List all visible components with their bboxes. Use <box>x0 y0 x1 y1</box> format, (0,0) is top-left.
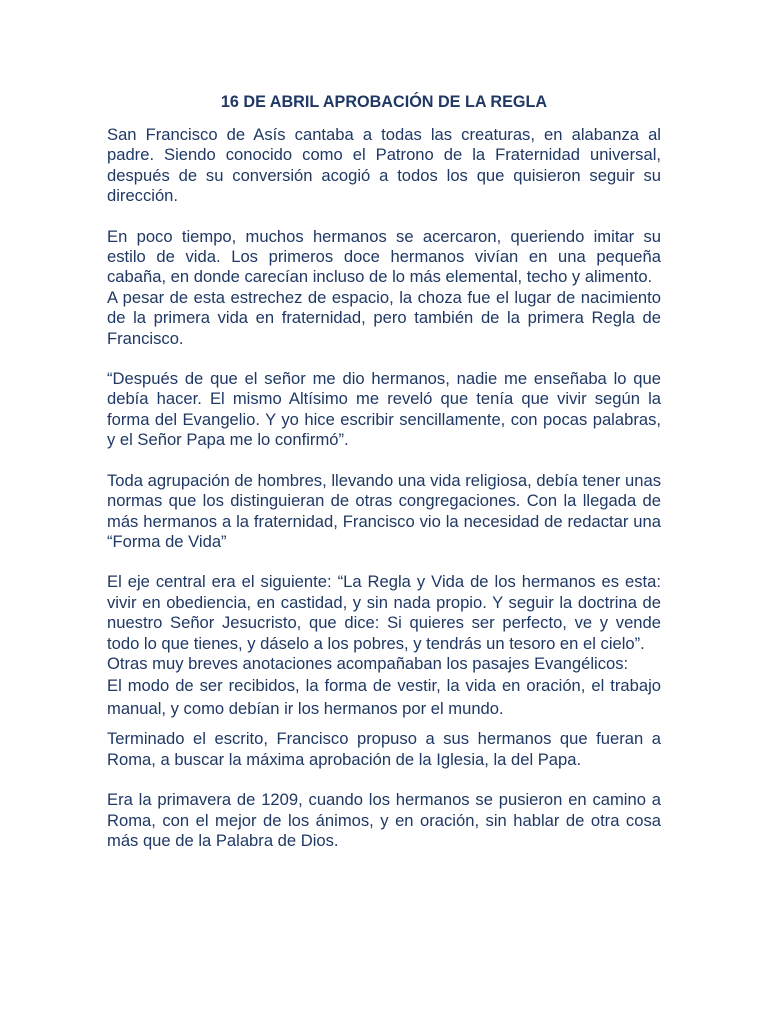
paragraph-hut: A pesar de esta estrechez de espacio, la choza fue el lugar de nacimiento de la primera vida en fraternidad, pero también de la primera Regla de Francisco. <box>107 287 661 348</box>
paragraph-annotations: Otras muy breves anotaciones acompañaban los pasajes Evangélicos: <box>107 653 629 673</box>
paragraph-spacer <box>107 770 661 790</box>
paragraph-spacer <box>107 552 661 572</box>
paragraph-spacer <box>107 720 661 729</box>
paragraph-intro: San Francisco de Asís cantaba a todas las creaturas, en alabanza al padre. Siendo conocido como el Patrono de la Fraternidad universal, después de su conversión acogió a todos los que quisieron seguir su dirección. <box>107 125 661 206</box>
document-body <box>107 92 661 851</box>
paragraph-spacer <box>107 349 661 369</box>
paragraph-spacer <box>107 451 661 471</box>
paragraph-central-axis: El eje central era el siguiente: “La Regla y Vida de los hermanos es esta: vivir en obediencia, en castidad, y sin nada propio. Y seguir la doctrina de nuestro Señor Jesucristo, que dice: Si quieres ser perfecto, ve y vende todo lo que tienes, y dáselo a los pobres, y tendrás un tesoro en el cielo”. <box>107 572 661 653</box>
paragraph-customs: El modo de ser recibidos, la forma de vestir, la vida en oración, el trabajo manual, y como debían ir los hermanos por el mundo. <box>107 676 661 719</box>
document-title: 16 DE ABRIL APROBACIÓN DE LA REGLA <box>220 93 548 111</box>
paragraph-first-brothers: En poco tiempo, muchos hermanos se acercaron, queriendo imitar su estilo de vida. Los primeros doce hermanos vivían en una pequeña cabaña, en donde carecían incluso de lo más elemental, techo y alimento. <box>107 226 661 287</box>
paragraph-quote-testament: “Después de que el señor me dio hermanos, nadie me enseñaba lo que debía hacer. El mismo Altísimo me reveló que tenía que vivir según la forma del Evangelio. Y yo hice escribir sencillamente, con pocas palabras, y el Señor Papa me lo confirmó”. <box>107 369 661 450</box>
paragraph-spacer <box>107 207 661 227</box>
paragraph-rome: Terminado el escrito, Francisco propuso a sus hermanos que fueran a Roma, a buscar la máxima aprobación de la Iglesia, la del Papa. <box>107 729 661 769</box>
paragraph-spring-1209: Era la primavera de 1209, cuando los hermanos se pusieron en camino a Roma, con el mejor de los ánimos, y en oración, sin hablar de otra cosa más que de la Palabra de Dios. <box>107 790 661 850</box>
paragraph-form-of-life: Toda agrupación de hombres, llevando una vida religiosa, debía tener unas normas que los distinguieran de otras congregaciones. Con la llegada de más hermanos a la fraternidad, Francisco vio la necesidad de redactar una “Forma de Vida” <box>107 470 661 551</box>
